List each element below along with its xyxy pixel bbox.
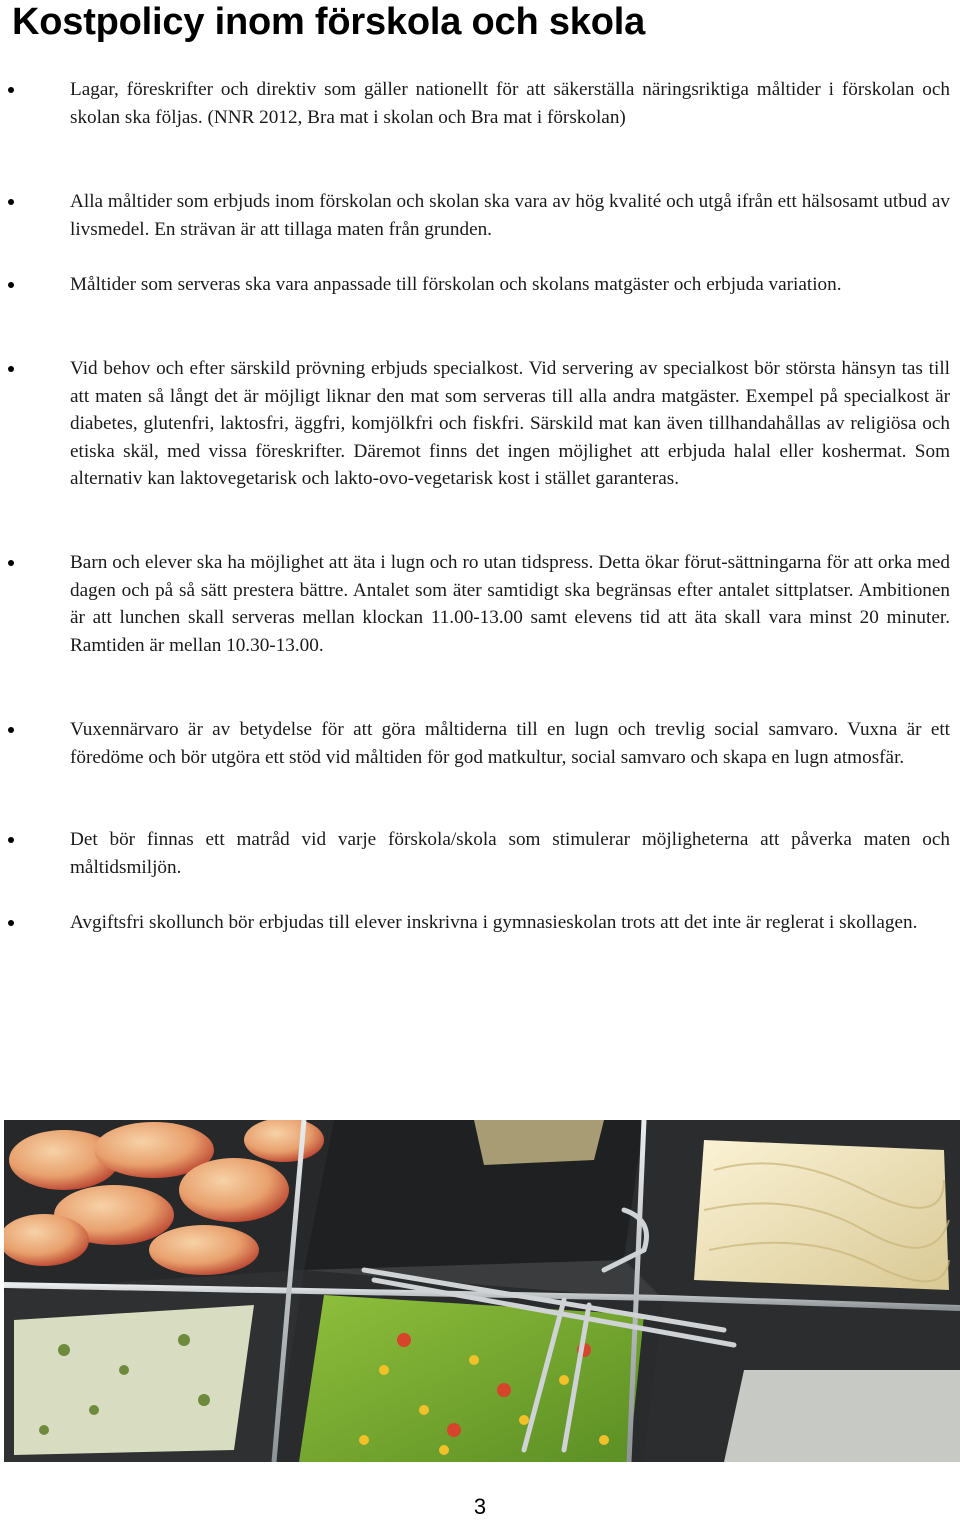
bullet-icon <box>8 366 14 372</box>
bullet-icon <box>8 560 14 566</box>
list-item-text: Det bör finnas ett matråd vid varje förskola/skola som stimulerar möjligheterna att påverka maten och måltidsmiljön. <box>70 829 950 878</box>
list-item-text: Vuxennärvaro är av betydelse för att göra måltiderna till en lugn och trevlig social samvaro. Vuxna är ett föredöme och bör utgöra ett stöd vid måltiden för god matkultur, social samvaro och skapa en lugn atmosfär. <box>70 719 950 768</box>
list-item-text: Lagar, föreskrifter och direktiv som gäller nationellt för att säkerställa näringsriktiga måltider i förskolan och skolan ska följas. (NNR 2012, Bra mat i skolan och Bra mat i förskolan) <box>70 79 950 128</box>
list-item-text: Alla måltider som erbjuds inom förskolan och skolan ska vara av hög kvalité och utgå ifrån ett hälsosamt utbud av livsmedel. En strävan är att tillaga maten från grunden. <box>70 191 950 240</box>
bullet-icon <box>8 837 14 843</box>
bullet-icon <box>8 920 14 926</box>
list-item <box>70 826 950 881</box>
bullet-icon <box>8 199 14 205</box>
list-item-text: Barn och elever ska ha möjlighet att äta i lugn och ro utan tidspress. Detta ökar förut-sättningarna för att orka med dagen och på så sätt prestera bättre. Antalet som äter samtidigt ska begränsas efter antalet sittplatser. Ambitionen är att lunchen skall serveras mellan klockan 11.00-13.00 samt elevens tid att äta skall vara minst 20 minuter. Ramtiden är mellan 10.30-13.00. <box>70 552 950 656</box>
list-item-text: Vid behov och efter särskild prövning erbjuds specialkost. Vid servering av specialkost bör största hänsyn tas till att maten så långt det är möjligt liknar den mat som serveras till alla andra matgäster. Exempel på specialkost är diabetes, glutenfri, laktosfri, äggfri, komjölkfri och fiskfri. Särskild mat kan även tillhandahållas av religiösa och etiska skäl, med vissa föreskrifter. Däremot finns det ingen möjlighet att erbjuda halal eller koshermat. Som alternativ kan laktovegetarisk och lakto-ovo-vegetarisk kost i stället garanteras. <box>70 358 950 489</box>
list-item <box>70 271 950 299</box>
list-item <box>70 76 950 131</box>
page-title: Kostpolicy inom förskola och skola <box>12 1 646 43</box>
list-item <box>70 188 950 243</box>
page-number: 3 <box>473 1494 487 1519</box>
list-item <box>70 909 950 937</box>
list-item <box>70 549 950 659</box>
list-item-text: Måltider som serveras ska vara anpassade till förskolan och skolans matgäster och erbjuda variation. <box>70 274 842 295</box>
bullet-icon <box>8 87 14 93</box>
bullet-icon <box>8 727 14 733</box>
salad-bar-photo <box>4 1120 960 1462</box>
bullet-icon <box>8 282 14 288</box>
list-item <box>70 716 950 771</box>
list-item <box>70 355 950 493</box>
list-item-text: Avgiftsfri skollunch bör erbjudas till elever inskrivna i gymnasieskolan trots att det inte är reglerat i skollagen. <box>70 912 918 933</box>
